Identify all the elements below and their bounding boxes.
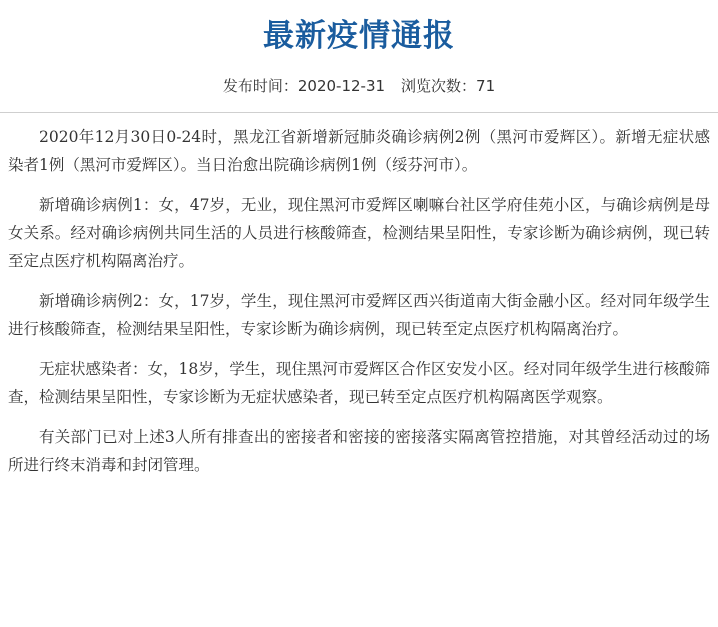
view-count: 浏览次数：71 [401, 77, 496, 95]
page-title: 最新疫情通报 [263, 18, 455, 54]
paragraph-case-2: 新增确诊病例2：女，17岁，学生，现住黑河市爱辉区西兴街道南大街金融小区。经对同年级学生进行核酸筛查，检测结果呈阳性，专家诊断为确诊病例，现已转至定点医疗机构隔离治疗。 [8, 292, 710, 338]
header-divider [0, 112, 718, 113]
paragraph-asymptomatic: 无症状感染者：女，18岁，学生，现住黑河市爱辉区合作区安发小区。经对同年级学生进行核酸筛查，检测结果呈阳性，专家诊断为无症状感染者，现已转至定点医疗机构隔离医学观察。 [8, 360, 710, 406]
article-body [8, 123, 710, 491]
publish-date: 发布时间：2020-12-31 [222, 77, 386, 95]
article-meta [0, 74, 718, 98]
paragraph-measures: 有关部门已对上述3人所有排查出的密接者和密接的密接落实隔离管控措施，对其曾经活动过的场所进行终末消毒和封闭管理。 [8, 428, 710, 474]
paragraph-case-1: 新增确诊病例1：女，47岁，无业，现住黑河市爱辉区喇嘛台社区学府佳苑小区，与确诊病例是母女关系。经对确诊病例共同生活的人员进行核酸筛查，检测结果呈阳性，专家诊断为确诊病例，现已转至定点医疗机构隔离治疗。 [8, 196, 710, 270]
paragraph-summary: 2020年12月30日0-24时，黑龙江省新增新冠肺炎确诊病例2例（黑河市爱辉区）。新增无症状感染者1例（黑河市爱辉区）。当日治愈出院确诊病例1例（绥芬河市）。 [8, 128, 710, 174]
